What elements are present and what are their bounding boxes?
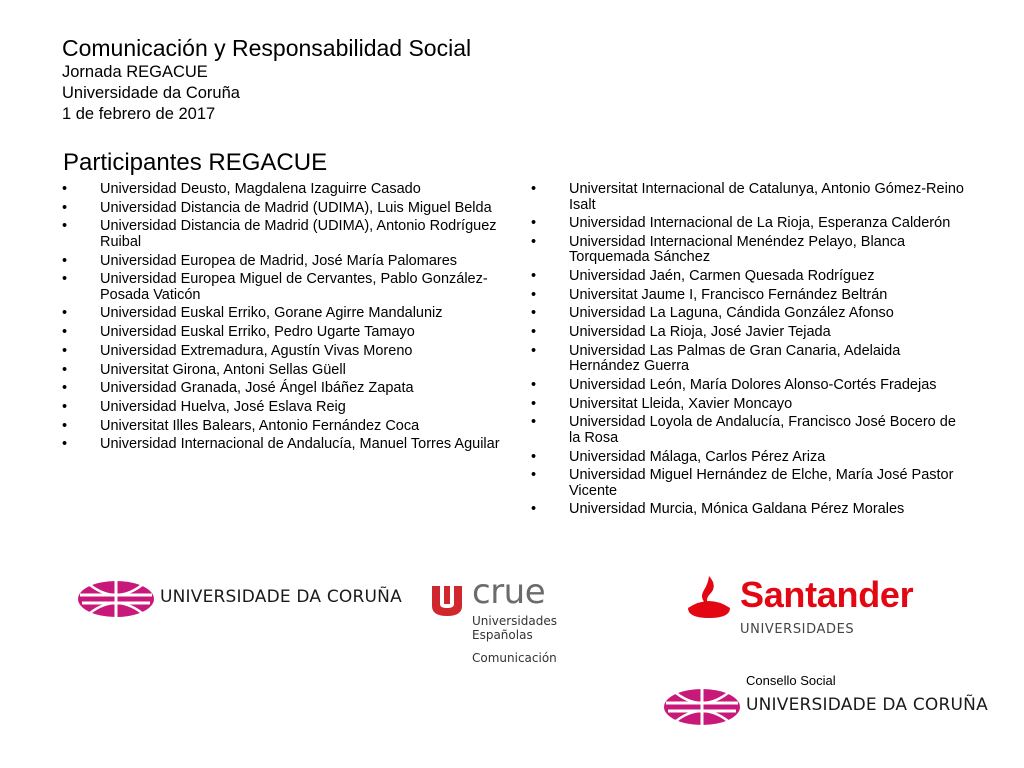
participant-item: • Universitat Jaume I, Francisco Fernández Beltrán [531, 288, 971, 304]
participant-item: • Universidad Murcia, Mónica Galdana Pérez Morales [531, 502, 971, 518]
participants-list-left [62, 182, 502, 456]
santander-logo [684, 568, 916, 656]
participant-item: • Universidad Jaén, Carmen Quesada Rodríguez [531, 269, 971, 285]
crue-emblem-icon [430, 584, 464, 618]
participant-item: • Universidad La Laguna, Cándida González Afonso [531, 306, 971, 322]
participant-item: • Universidad Europea Miguel de Cervantes, Pablo González-Posada Vaticón [62, 272, 502, 303]
event-date: 1 de febrero de 2017 [62, 105, 216, 123]
udc-logo-text: UNIVERSIDADE DA CORUÑA [160, 587, 402, 607]
participant-item: • Universidad Extremadura, Agustín Vivas Moreno [62, 344, 502, 360]
crue-wordmark: crue [472, 572, 546, 612]
consello-social-label: Consello Social [746, 673, 836, 688]
participant-item: • Universitat Internacional de Catalunya, Antonio Gómez-Reino Isalt [531, 182, 971, 213]
participant-item: • Universidad Deusto, Magdalena Izaguirre Casado [62, 182, 502, 198]
udc-logo-text: UNIVERSIDADE DA CORUÑA [746, 695, 988, 715]
crue-logo [430, 572, 570, 670]
participant-item: • Universidad Huelva, José Eslava Reig [62, 400, 502, 416]
participant-item: • Universidad Loyola de Andalucía, Francisco José Bocero de la Rosa [531, 415, 971, 446]
participant-item: • Universidad Las Palmas de Gran Canaria, Adelaida Hernández Guerra [531, 344, 971, 375]
participant-item: • Universidad Internacional Menéndez Pelayo, Blanca Torquemada Sánchez [531, 235, 971, 266]
header [62, 34, 471, 125]
event-name: Jornada REGACUE [62, 63, 208, 81]
event-venue: Universidade da Coruña [62, 84, 240, 102]
section-title: Participantes REGACUE [63, 149, 328, 176]
udc-emblem-icon [76, 575, 156, 623]
crue-subtitle-2: Españolas [472, 628, 533, 642]
udc-logo [76, 575, 402, 623]
participant-item: • Universidad León, María Dolores Alonso-Cortés Fradejas [531, 378, 971, 394]
participant-item: • Universidad Distancia de Madrid (UDIMA), Antonio Rodríguez Ruibal [62, 219, 502, 250]
crue-subtitle-1: Universidades [472, 614, 557, 628]
santander-subtitle: UNIVERSIDADES [740, 622, 855, 637]
participant-item: • Universidad Euskal Erriko, Gorane Agirre Mandaluniz [62, 306, 502, 322]
participant-item: • Universitat Illes Balears, Antonio Fernández Coca [62, 419, 502, 435]
participant-item: • Universidad Euskal Erriko, Pedro Ugarte Tamayo [62, 325, 502, 341]
crue-subtitle-3: Comunicación [472, 651, 557, 665]
participant-item: • Universidad Granada, José Ángel Ibáñez Zapata [62, 381, 502, 397]
page-title: Comunicación y Responsabilidad Social [62, 35, 472, 61]
participant-item: • Universitat Lleida, Xavier Moncayo [531, 397, 971, 413]
udc-emblem-icon [662, 683, 742, 731]
participant-item: • Universidad Málaga, Carlos Pérez Ariza [531, 450, 971, 466]
participant-item: • Universidad Europea de Madrid, José María Palomares [62, 254, 502, 270]
participant-item: • Universidad La Rioja, José Javier Tejada [531, 325, 971, 341]
participant-item: • Universidad Miguel Hernández de Elche, María José Pastor Vicente [531, 468, 971, 499]
participants-list-right [531, 182, 971, 521]
udc-consello-logo [662, 683, 988, 731]
santander-flame-icon [684, 572, 734, 622]
santander-wordmark: Santander [740, 574, 914, 615]
participant-item: • Universitat Girona, Antoni Sellas Güell [62, 363, 502, 379]
participant-item: • Universidad Internacional de Andalucía, Manuel Torres Aguilar [62, 437, 502, 453]
participant-item: • Universidad Internacional de La Rioja, Esperanza Calderón [531, 216, 971, 232]
participant-item: • Universidad Distancia de Madrid (UDIMA), Luis Miguel Belda [62, 201, 502, 217]
